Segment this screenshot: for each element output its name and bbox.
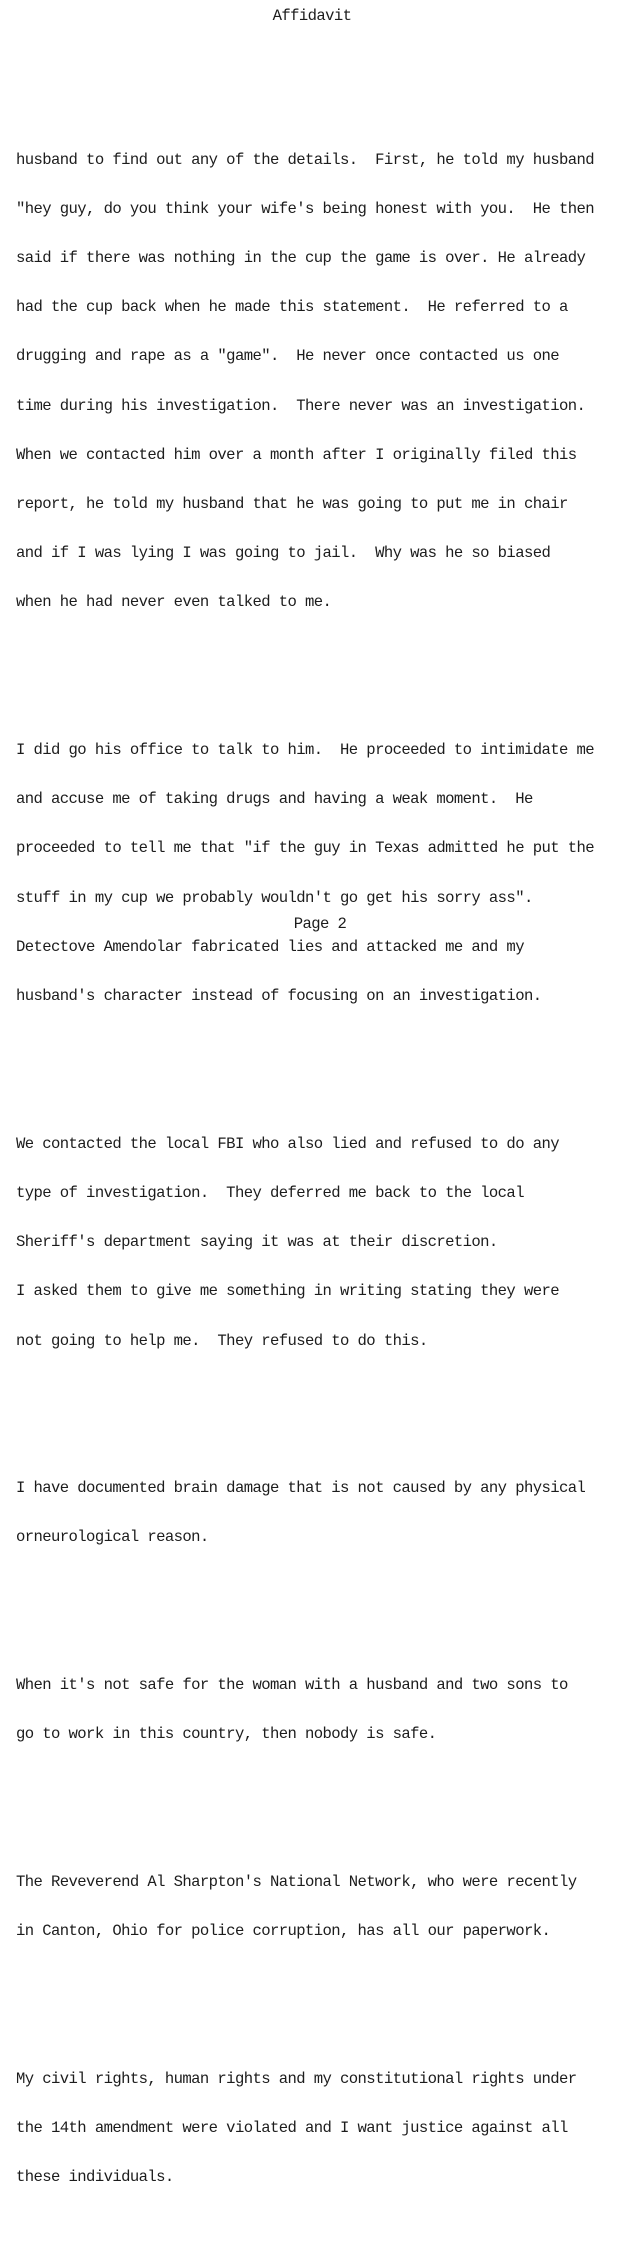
paragraph-safety xyxy=(16,1644,632,1775)
text-line: Sheriff's department saying it was at their discretion. xyxy=(16,1233,498,1252)
text-line: the 14th amendment were violated and I want justice against all xyxy=(16,2118,568,2137)
text-line: type of investigation. They deferred me back to the local xyxy=(16,1183,524,1202)
text-line: I have documented brain damage that is not caused by any physical xyxy=(16,1479,586,1498)
text-line: "hey guy, do you think your wife's being honest with you. He then xyxy=(16,199,595,218)
text-line: My civil rights, human rights and my constitutional rights under xyxy=(16,2069,577,2088)
text-line: I asked them to give me something in writing stating they were xyxy=(16,1282,559,1301)
text-line: go to work in this country, then nobody is safe. xyxy=(16,1725,437,1744)
text-line: stuff in my cup we probably wouldn't go get his sorry ass". xyxy=(16,888,533,907)
text-line: proceeded to tell me that "if the guy in Texas admitted he put the xyxy=(16,839,595,858)
text-line: The Reveverend Al Sharpton's National Network, who were recently xyxy=(16,1872,577,1891)
text-line: and accuse me of taking drugs and having a weak moment. He xyxy=(16,790,533,809)
text-line: drugging and rape as a "game". He never once contacted us one xyxy=(16,347,559,366)
paragraph-office-visit xyxy=(16,709,632,1037)
text-line: Detectove Amendolar fabricated lies and attacked me and my xyxy=(16,937,524,956)
paragraph-brain-damage xyxy=(16,1447,632,1578)
text-line: I did go his office to talk to him. He proceeded to intimidate me xyxy=(16,741,595,760)
paragraph-national-network xyxy=(16,1841,632,1972)
document-body xyxy=(16,86,632,2267)
text-line: We contacted the local FBI who also lied and refused to do any xyxy=(16,1134,559,1153)
text-line: report, he told my husband that he was going to put me in chair xyxy=(16,495,568,514)
text-line: husband's character instead of focusing on an investigation. xyxy=(16,987,542,1006)
text-line: had the cup back when he made this statement. He referred to a xyxy=(16,298,568,317)
text-line: orneurological reason. xyxy=(16,1528,209,1547)
text-line: in Canton, Ohio for police corruption, has all our paperwork. xyxy=(16,1922,551,1941)
text-line: these individuals. xyxy=(16,2168,174,2187)
page-header-title: Affidavit xyxy=(272,7,352,25)
paragraph-fbi-contact xyxy=(16,1103,632,1382)
text-line: time during his investigation. There never was an investigation. xyxy=(16,396,586,415)
text-line: husband to find out any of the details. First, he told my husband xyxy=(16,150,595,169)
text-line: When we contacted him over a month after I originally filed this xyxy=(16,445,577,464)
text-line: not going to help me. They refused to do this. xyxy=(16,1331,428,1350)
text-line: when he had never even talked to me. xyxy=(16,593,332,612)
text-line: said if there was nothing in the cup the game is over. He already xyxy=(16,249,586,268)
paragraph-civil-rights xyxy=(16,2038,632,2218)
text-line: and if I was lying I was going to jail. Why was he so biased xyxy=(16,544,551,563)
text-line: When it's not safe for the woman with a husband and two sons to xyxy=(16,1675,568,1694)
paragraph-investigation-details xyxy=(16,119,632,644)
page-number: Page 2 xyxy=(293,915,347,933)
